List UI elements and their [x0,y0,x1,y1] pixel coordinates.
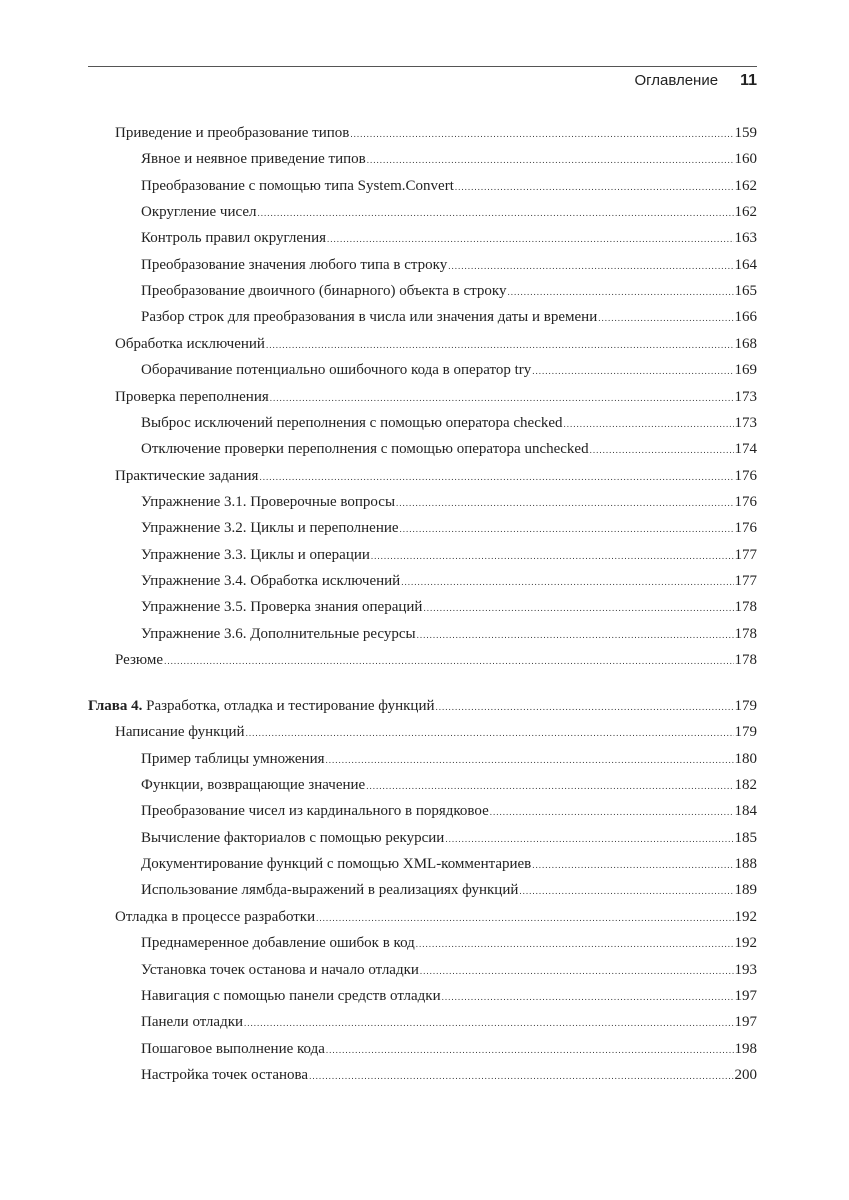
toc-entry-page: 177 [734,546,757,563]
dot-leader [532,855,733,875]
header-rule [88,66,757,67]
dot-leader [507,282,733,302]
toc-entry[interactable] [141,202,757,222]
toc-entry[interactable] [141,749,757,769]
toc-entry[interactable] [141,1065,757,1085]
toc-entry[interactable] [141,1039,757,1059]
toc-entry[interactable] [141,413,757,433]
toc-entry-title: Отключение проверки переполнения с помощью оператора unchecked [141,441,589,458]
toc-entry-title-wrap [141,624,416,644]
toc-entry-title-wrap [141,854,531,874]
toc-entry-title-wrap [141,176,454,196]
toc-entry[interactable] [115,466,757,486]
toc-entry-title-wrap [141,545,370,565]
toc-entry-page: 177 [734,572,757,589]
toc-entry-page: 176 [734,467,757,484]
dot-leader [590,440,734,460]
toc-entry-title: Практические задания [115,467,259,484]
toc-entry-title-wrap [141,439,589,459]
dot-leader [448,256,733,276]
toc-entry-title: Упражнение 3.3. Циклы и операции [141,546,370,563]
toc-entry[interactable] [141,149,757,169]
toc-entry-page: 185 [734,829,757,846]
toc-entry[interactable] [88,696,757,716]
dot-leader [436,697,734,717]
dot-leader [326,750,734,770]
toc-entry-title-wrap [141,149,366,169]
dot-leader [442,987,734,1007]
toc-entry[interactable] [141,828,757,848]
toc-entry-title: Упражнение 3.5. Проверка знания операций [141,599,423,616]
toc-entry-page: 184 [734,803,757,820]
toc-entry-title: Использование лямбда-выражений в реализациях функций [141,882,519,899]
dot-leader [532,361,733,381]
page-number: 11 [740,72,757,89]
toc-entry[interactable] [141,854,757,874]
toc-entry[interactable] [141,801,757,821]
dot-leader [396,493,733,513]
toc-entry-title-wrap [141,828,444,848]
dot-leader [400,519,734,539]
dot-leader [371,546,734,566]
toc-entry[interactable] [115,722,757,742]
toc-entry-title-wrap [141,775,365,795]
toc-entry[interactable] [141,933,757,953]
toc-entry[interactable] [141,255,757,275]
dot-leader [519,881,733,901]
toc-entry[interactable] [141,439,757,459]
toc-entry-title-wrap [141,413,563,433]
toc-entry-page: 165 [734,283,757,300]
toc-entry-title-wrap [141,880,518,900]
toc-entry[interactable] [141,571,757,591]
toc-entry[interactable] [141,986,757,1006]
toc-entry-title-wrap [141,960,419,980]
toc-entry-page: 197 [734,1014,757,1031]
toc-entry-title: Проверка переполнения [115,388,269,405]
toc-entry[interactable] [141,360,757,380]
toc-entry-title: Разработка, отладка и тестирование функций [146,698,435,714]
toc-entry-title-wrap [141,360,531,380]
toc-entry-page: 176 [734,520,757,537]
toc-entry-title-wrap [141,202,256,222]
toc-entry[interactable] [141,492,757,512]
toc-entry-title-wrap [141,1039,325,1059]
dot-leader [490,802,734,822]
toc-entry[interactable] [141,518,757,538]
toc-entry-page: 198 [734,1040,757,1057]
dot-leader [309,1066,733,1086]
dot-leader [416,934,734,954]
toc-entry-title: Обработка исключений [115,335,265,352]
toc-entry[interactable] [141,281,757,301]
toc-entry-title-wrap [141,228,326,248]
toc-entry[interactable] [115,387,757,407]
toc-entry-title-wrap [141,518,399,538]
toc-entry[interactable] [141,960,757,980]
toc-entry-title-wrap [141,801,489,821]
toc-entry-page: 178 [734,625,757,642]
toc-entry-title: Документирование функций с помощью XML-комментариев [141,856,532,873]
dot-leader [244,1013,733,1033]
toc-entry-title: Функции, возвращающие значение [141,777,366,794]
dot-leader [367,150,734,170]
toc-entry-title-wrap [141,597,422,617]
toc-entry-page: 163 [734,230,757,247]
toc-entry-title-wrap [141,986,441,1006]
toc-entry-page: 178 [734,652,757,668]
toc-entry-title: Написание функций [115,724,245,741]
toc-entry-title: Округление чисел [141,204,257,221]
toc-entry-title: Преобразование двоичного (бинарного) объекта в строку [141,283,507,300]
toc-entry-page: 159 [734,125,757,141]
dot-leader [401,572,733,592]
dot-leader [164,651,733,671]
dot-leader [420,961,734,981]
dot-leader [417,625,734,645]
chapter-label: Глава 4. [88,698,143,714]
toc-entry-title-wrap [115,466,258,486]
toc-entry[interactable] [115,650,757,670]
toc-entry-title-wrap [115,123,349,143]
toc-entry[interactable] [141,597,757,617]
toc-entry-page: 174 [734,441,757,458]
toc-entry-title: Оборачивание потенциально ошибочного кода в оператор try [141,362,532,379]
toc-entry[interactable] [115,907,757,927]
dot-leader [366,776,733,796]
toc-entry-page: 179 [734,724,757,741]
toc-entry-page: 160 [734,151,757,168]
toc-entry-title: Отладка в процессе разработки [115,908,316,925]
toc-entry-title: Упражнение 3.1. Проверочные вопросы [141,493,396,510]
toc-entry-page: 173 [734,414,757,431]
toc-entry-title-wrap [141,255,447,275]
toc-entry[interactable] [141,1012,757,1032]
toc-entry[interactable] [115,334,757,354]
toc-entry-title-wrap [141,281,506,301]
toc-entry-page: 179 [734,698,757,714]
toc-entry-page: 173 [734,388,757,405]
toc-entry[interactable] [141,307,757,327]
toc-entry-page: 178 [734,599,757,616]
toc-entry-page: 166 [734,309,757,326]
toc-entry-title: Выброс исключений переполнения с помощью оператора checked [141,414,563,431]
toc-entry-title: Преднамеренное добавление ошибок в код [141,935,415,952]
toc-entry-title: Упражнение 3.2. Циклы и переполнение [141,520,399,537]
toc-entry-title-wrap [115,387,269,407]
toc-entry[interactable] [141,775,757,795]
toc-entry-title: Контроль правил округления [141,230,327,247]
dot-leader [246,723,734,743]
toc-entry-title: Пример таблицы умножения [141,750,325,767]
toc-entry[interactable] [141,176,757,196]
dot-leader [266,335,734,355]
toc-entry-title-wrap [88,696,435,716]
toc-entry-page: 182 [734,777,757,794]
toc-entry[interactable] [141,228,757,248]
toc-entry-title: Установка точек останова и начало отладки [141,961,419,978]
toc-entry-title: Преобразование значения любого типа в строку [141,256,448,273]
dot-leader [326,1040,734,1060]
toc-entry-title-wrap [115,650,163,670]
toc-entry-page: 188 [734,856,757,873]
dot-leader [257,203,733,223]
toc-entry-page: 164 [734,256,757,273]
toc-entry-page: 197 [734,987,757,1004]
toc-entry-title: Упражнение 3.4. Обработка исключений [141,572,401,589]
toc-entry-title-wrap [141,571,400,591]
toc-entry-title: Преобразование чисел из кардинального в порядковое [141,803,489,820]
toc-entry-page: 189 [734,882,757,899]
dot-leader [598,308,733,328]
toc-entry-title-wrap [115,907,315,927]
toc-entry-page: 176 [734,493,757,510]
running-header-title: Оглавление [634,72,719,89]
dot-leader [327,229,733,249]
toc-entry-title: Разбор строк для преобразования в числа или значения даты и времени [141,309,598,326]
dot-leader [455,177,734,197]
toc-entry-title: Настройка точек останова [141,1066,309,1083]
toc-entry-title: Явное и неявное приведение типов [141,151,366,168]
toc-entry-page: 162 [734,204,757,221]
toc-entry-title: Панели отладки [141,1014,244,1031]
toc-entry-page: 180 [734,750,757,767]
dot-leader [445,829,733,849]
toc-entry-title: Резюме [115,652,164,668]
toc-entry-title-wrap [141,933,415,953]
toc-entry-title-wrap [141,1012,243,1032]
dot-leader [316,908,733,928]
running-header [634,72,757,90]
dot-leader [350,124,733,144]
toc-entry-title-wrap [115,334,265,354]
toc-entry-title: Преобразование с помощью типа System.Convert [141,177,454,194]
toc-entry-title-wrap [141,749,325,769]
toc-entry[interactable] [141,545,757,565]
toc-entry-page: 168 [734,335,757,352]
toc-entry[interactable] [141,624,757,644]
toc-entry-page: 200 [734,1066,757,1083]
toc-entry-title: Навигация с помощью панели средств отладки [141,987,441,1004]
dot-leader [259,467,733,487]
toc-entry-title-wrap [141,307,597,327]
toc-entry-page: 162 [734,177,757,194]
toc-entry-title: Пошаговое выполнение кода [141,1040,325,1057]
toc-entry[interactable] [115,123,757,143]
toc-entry-page: 192 [734,908,757,925]
toc-entry-title: Приведение и преобразование типов [115,125,350,141]
toc-entry-title: Упражнение 3.6. Дополнительные ресурсы [141,625,416,642]
dot-leader [564,414,734,434]
dot-leader [423,598,733,618]
toc-entry-title-wrap [141,1065,308,1085]
toc-entry-page: 192 [734,935,757,952]
toc-entry-page: 193 [734,961,757,978]
toc-entry[interactable] [141,880,757,900]
toc-entry-page: 169 [734,362,757,379]
toc-entry-title-wrap [115,722,245,742]
dot-leader [270,388,734,408]
toc-entry-title-wrap [141,492,395,512]
toc-entry-title: Вычисление факториалов с помощью рекурсии [141,829,445,846]
